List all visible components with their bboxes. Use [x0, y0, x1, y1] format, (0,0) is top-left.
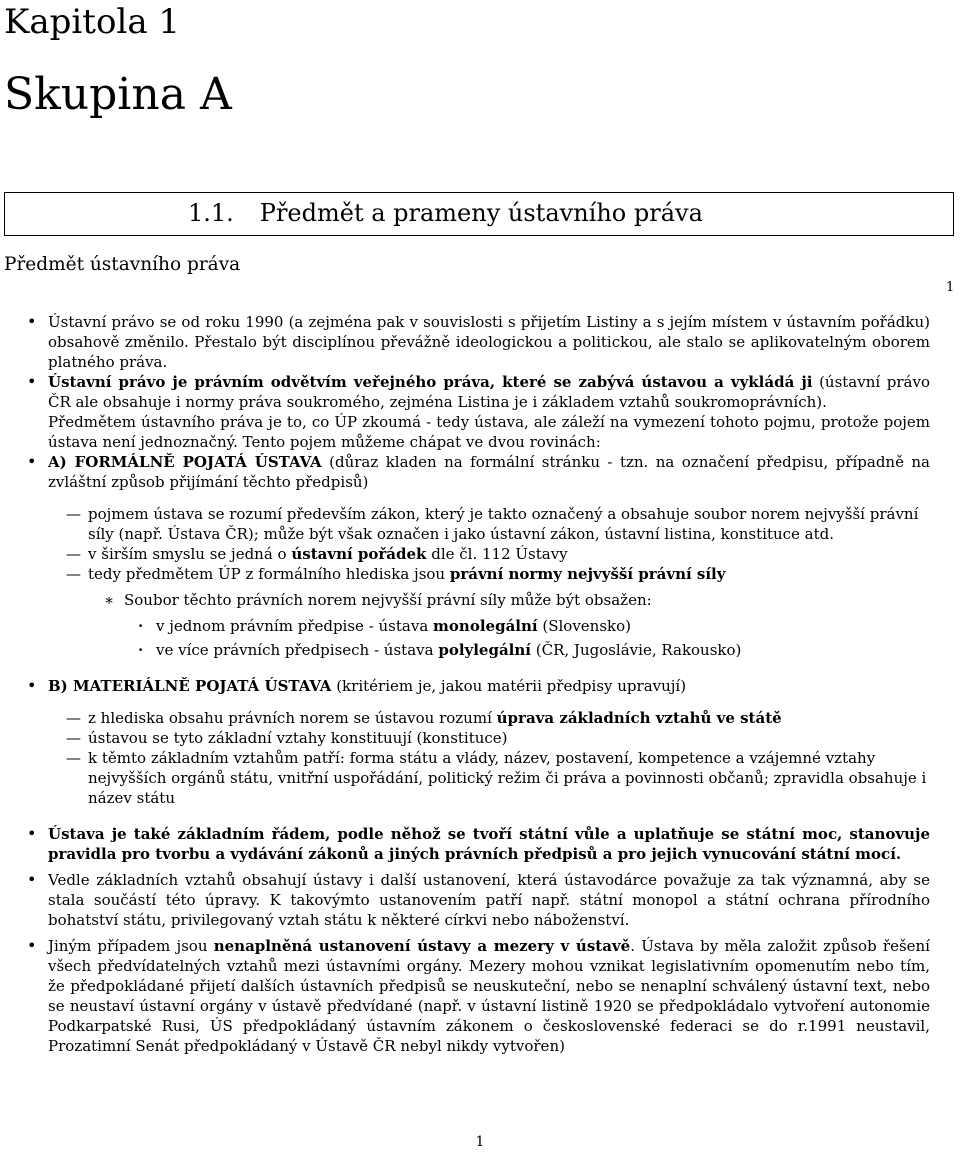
list-item — [0, 936, 960, 1056]
item-text: (ČR, Jugoslávie, Rakousko) — [531, 641, 742, 659]
sub-list-item — [48, 708, 930, 728]
item-text: pojmem ústava se rozumí především zákon, který je takto označený a obsahuje soubor norem nejvyšší právní síly (např. Ústava ČR); může být však označen i jako ústavní zákon, ústavní listina, konstituce atd. — [88, 505, 919, 543]
sub-list — [48, 504, 930, 660]
item-bold-text: polylegální — [438, 641, 531, 659]
sub-list-item — [48, 748, 930, 808]
sub-list-item — [48, 504, 930, 544]
dot-list-item — [124, 616, 930, 636]
item-bold-text: Ústavní právo je právním odvětvím veřejného práva, které se zabývá ústavou a vykládá ji — [48, 373, 813, 391]
list-item — [0, 676, 960, 808]
page-number: 1 — [475, 1134, 485, 1150]
section-number: 1.1. — [188, 199, 234, 227]
list-item — [0, 312, 960, 372]
item-text: Soubor těchto právních norem nejvyšší právní síly může být obsažen: — [124, 591, 652, 609]
item-text: (ústavní právo ČR ale obsahuje i normy práva soukromého, zejména Listina je i základem vztahů soukromoprávních). — [48, 373, 930, 411]
list-item — [0, 870, 960, 930]
item-text: Vedle základních vztahů obsahují ústavy i další ustanovení, která ústavodárce považuje za tak významná, aby se stala součástí této úpravy. K takovýmto ustanovením patří např. státní monopol a státní ochrana přírodního bohatství státu, privilegovaný vztah státu k některé církvi nebo náboženství. — [48, 871, 930, 929]
sub-list-item — [48, 728, 930, 748]
item-bold-text: nenaplněná ustanovení ústavy a mezery v ústavě — [213, 937, 631, 955]
item-bold-text: Ústava je také základním řádem, podle něhož se tvoří státní vůle a uplatňuje se státní moc, stanovuje pravidla pro tvorbu a vydávání zákonů a jiných právních předpisů a pro jejich vynucování státní mocí. — [48, 825, 930, 863]
item-text: dle čl. 112 Ústavy — [426, 545, 568, 563]
item-bold-text: úprava základních vztahů ve státě — [496, 709, 782, 727]
chapter-title: Kapitola 1 — [4, 2, 181, 42]
part-title: Skupina A — [4, 69, 232, 120]
list-item — [0, 824, 960, 864]
sub-list-item — [48, 564, 930, 660]
item-bold-text: právní normy nejvyšší právní síly — [449, 565, 726, 583]
list-item — [0, 452, 960, 660]
item-text: ve více právních předpisech - ústava — [156, 641, 439, 659]
item-text: v širším smyslu se jedná o — [88, 545, 292, 563]
item-text: z hlediska obsahu právních norem se ústavou rozumí — [88, 709, 497, 727]
item-text: v jednom právním předpise - ústava — [156, 617, 434, 635]
item-paragraph: Předmětem ústavního práva je to, co ÚP zkoumá - tedy ústava, ale záleží na vymezení tohoto pojmu, protože pojem ústava není jednoznačný. Tento pojem můžeme chápat ve dvou rovinách: — [48, 413, 930, 451]
dot-list — [124, 616, 930, 660]
subsection-title: Předmět ústavního práva — [4, 254, 241, 275]
main-list — [0, 312, 960, 1056]
sub-list-item — [48, 544, 930, 564]
margin-note: 1 — [946, 280, 955, 295]
section-title: Předmět a prameny ústavního práva — [259, 199, 703, 227]
item-text: (důraz kladen na formální stránku - tzn. na označení předpisu, případně na zvláštní způsob přijímání těchto předpisů) — [48, 453, 930, 491]
item-bold-text: ústavní pořádek — [291, 545, 427, 563]
item-text: . Ústava by měla založit způsob řešení všech předvídatelných vztahů mezi ústavními orgány. Mezery mohou vznikat legislativním opomenutím nebo tím, že předpokládané přijetí dalších ústavních předpisů se neuskuteční, nebo se nenaplní schválený ústavní text, nebo se neustaví ústavní orgány v ústavě předvídané (např. v ústavní listině 1920 se předpokládalo vytvoření autonomie Podkarpatské Rusi, ÚS předpokládaný ústavním zákonem o československé federaci se do r.1991 neustavil, Prozatimní Senát předpokládaný v Ústavě ČR nebyl nikdy vytvořen) — [48, 937, 930, 1055]
item-bold-text: B) MATERIÁLNĚ POJATÁ ÚSTAVA — [48, 677, 332, 695]
item-text: (kritériem je, jakou matérii předpisy upravují) — [331, 677, 687, 695]
item-text: ústavou se tyto základní vztahy konstituují (konstituce) — [88, 729, 508, 747]
item-text: (Slovensko) — [537, 617, 631, 635]
sub-sub-list-item — [88, 590, 930, 660]
item-bold-text: monolegální — [433, 617, 538, 635]
list-item — [0, 372, 960, 452]
item-bold-text: A) FORMÁLNĚ POJATÁ ÚSTAVA — [48, 453, 322, 471]
section-heading — [4, 192, 954, 236]
item-text: Jiným případem jsou — [48, 937, 214, 955]
dot-list-item — [124, 640, 930, 660]
sub-list — [48, 708, 930, 808]
item-text: k těmto základním vztahům patří: forma státu a vlády, název, postavení, kompetence a vzájemné vztahy nejvyšších orgánů státu, vnitřní uspořádání, politický režim či práva a povinnosti občanů; zpravidla obsahuje i název státu — [88, 749, 927, 807]
item-text: Ústavní právo se od roku 1990 (a zejména pak v souvislosti s přijetím Listiny a s jejím místem v ústavním pořádku) obsahově změnilo. Přestalo být disciplínou převážně ideologickou a politickou, ale stalo se aplikovatelným oborem platného práva. — [48, 313, 930, 371]
document-body — [0, 312, 960, 1056]
item-text: tedy předmětem ÚP z formálního hlediska jsou — [88, 565, 450, 583]
sub-sub-list — [88, 590, 930, 660]
